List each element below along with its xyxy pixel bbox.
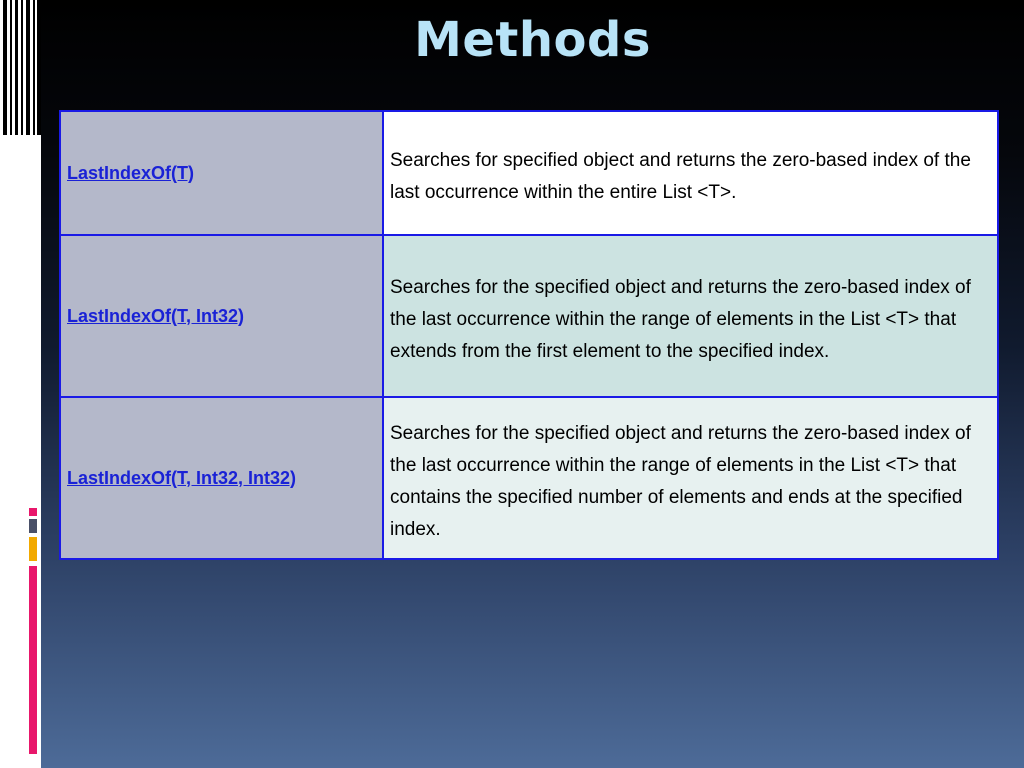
table-row (60, 235, 998, 397)
methods-table (59, 110, 999, 560)
accent-bar-gold (29, 537, 37, 561)
method-name-link[interactable]: LastIndexOf(T, Int32, Int32) (67, 467, 297, 488)
accent-bar-gray (29, 519, 37, 533)
method-name-cell (60, 397, 383, 559)
method-description-cell (383, 235, 998, 397)
method-description: Searches for specified object and returns the zero-based index of the last occurrence within the entire List <T>. (390, 150, 971, 203)
accent-bar-pink-small (29, 508, 37, 516)
strip-line-pattern (0, 0, 41, 135)
method-description: Searches for the specified object and returns the zero-based index of the last occurrence within the range of elements in the List <T> that extends from the first element to the specified index. (390, 277, 971, 362)
method-description-cell (383, 397, 998, 559)
strip-line (3, 0, 7, 135)
method-description-cell (383, 111, 998, 235)
method-description: Searches for the specified object and returns the zero-based index of the last occurrence within the range of elements in the List <T> that contains the specified number of elements and ends at the specified index. (390, 423, 971, 540)
method-name-link[interactable]: LastIndexOf(T, Int32) (67, 305, 245, 326)
strip-line (26, 0, 30, 135)
strip-line (33, 0, 35, 135)
slide-title: Methods (414, 12, 651, 68)
table-row (60, 397, 998, 559)
left-decorative-strip (0, 0, 41, 768)
accent-bar-pink-tall (29, 566, 37, 754)
strip-line (15, 0, 18, 135)
method-name-cell (60, 235, 383, 397)
method-name-link[interactable]: LastIndexOf(T) (67, 162, 195, 183)
strip-line (10, 0, 12, 135)
method-name-cell (60, 111, 383, 235)
strip-line (21, 0, 23, 135)
table-row (60, 111, 998, 235)
